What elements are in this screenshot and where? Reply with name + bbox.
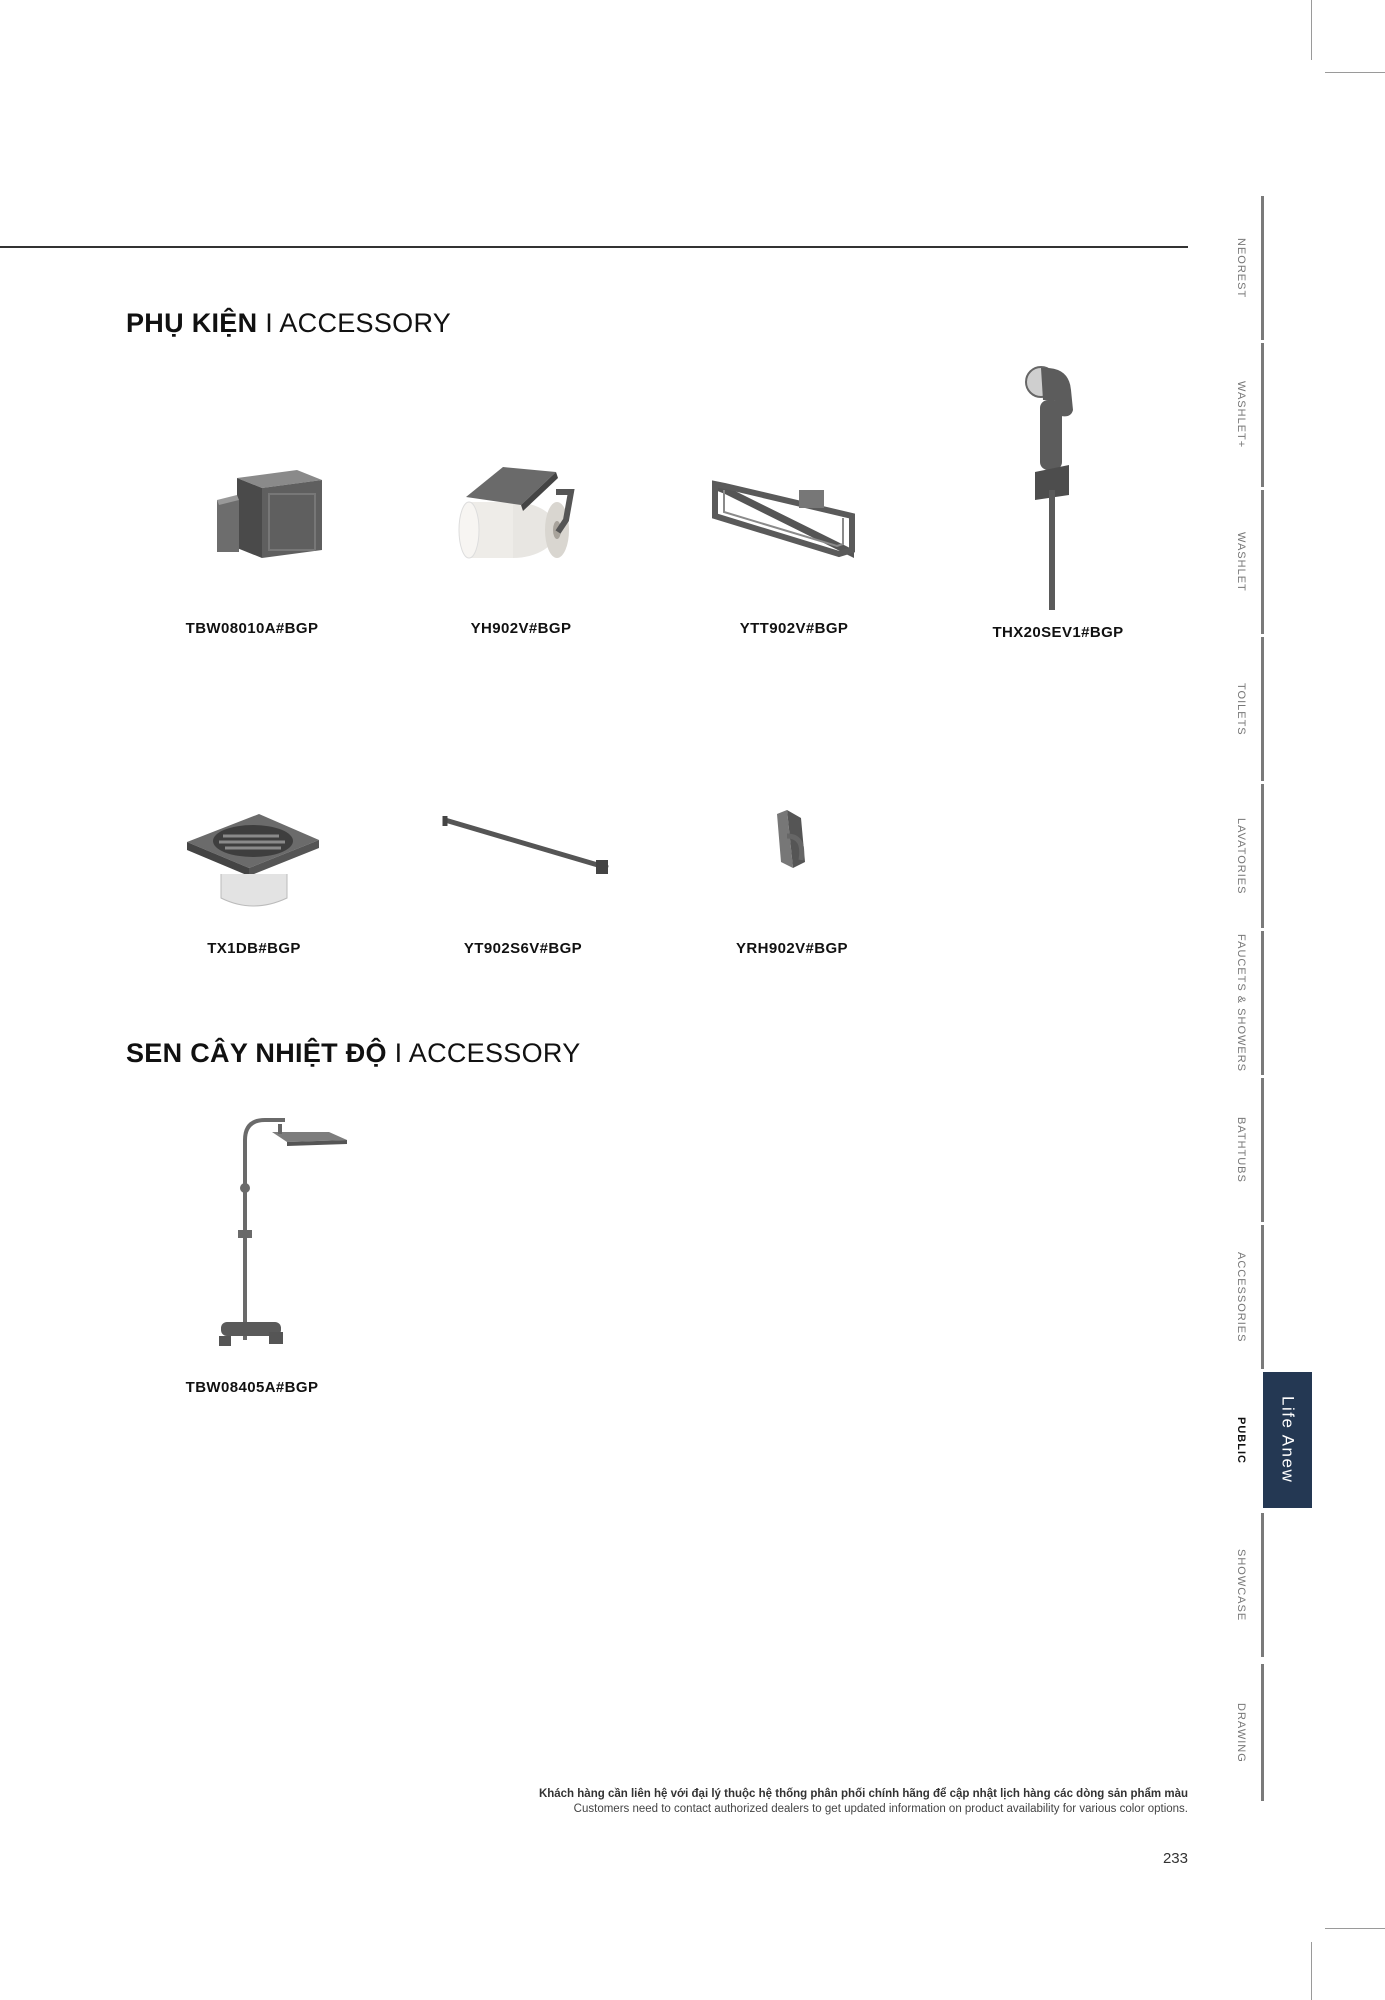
nav-item-faucets-showers[interactable] bbox=[1224, 931, 1264, 1075]
section-title-accessory: PHỤ KIỆN I ACCESSORY bbox=[126, 308, 452, 338]
product-card[interactable] bbox=[679, 420, 909, 637]
nav-bar bbox=[1261, 1225, 1264, 1369]
product-code: THX20SEV1#BGP bbox=[992, 624, 1124, 641]
nav-bar bbox=[1261, 1513, 1264, 1657]
product-card[interactable] bbox=[137, 1110, 367, 1396]
nav-label: FAUCETS & SHOWERS bbox=[1235, 933, 1247, 1073]
footnote-english: Customers need to contact authorized dealers to get updated information on product availability for various color options. bbox=[573, 1803, 1188, 1815]
availability-footnote bbox=[539, 1787, 1188, 1817]
nav-label: BATHTUBS bbox=[1235, 1117, 1247, 1183]
nav-bar bbox=[1261, 196, 1264, 340]
page-number: 233 bbox=[1162, 1850, 1188, 1867]
nav-label: TOILETS bbox=[1235, 682, 1247, 736]
nav-label: ACCESSORIES bbox=[1235, 1251, 1247, 1343]
paper-holder-icon bbox=[406, 420, 636, 620]
nav-bar bbox=[1261, 637, 1264, 781]
nav-label: SHOWCASE bbox=[1235, 1548, 1247, 1622]
product-code: YRH902V#BGP bbox=[736, 940, 848, 957]
product-card[interactable] bbox=[137, 420, 367, 637]
nav-item-toilets[interactable] bbox=[1224, 637, 1264, 781]
towel-bar-icon bbox=[408, 740, 638, 940]
hand-spray-icon bbox=[943, 360, 1173, 620]
nav-item-neorest[interactable] bbox=[1224, 196, 1264, 340]
product-code: TX1DB#BGP bbox=[207, 940, 301, 957]
product-code: TBW08010A#BGP bbox=[185, 620, 319, 637]
nav-bar bbox=[1261, 1078, 1264, 1222]
product-card[interactable] bbox=[677, 740, 907, 957]
brand-tab-label: Life Anew bbox=[1278, 1396, 1298, 1484]
nav-bar bbox=[1261, 931, 1264, 1075]
nav-label: PUBLIC bbox=[1235, 1416, 1247, 1464]
product-code: YT902S6V#BGP bbox=[463, 940, 583, 957]
nav-item-washlet-plus[interactable] bbox=[1224, 343, 1264, 487]
crop-mark bbox=[1325, 72, 1385, 73]
nav-label: WASHLET+ bbox=[1235, 381, 1247, 449]
nav-item-washlet[interactable] bbox=[1224, 490, 1264, 634]
nav-item-accessories[interactable] bbox=[1224, 1225, 1264, 1369]
floor-drain-icon bbox=[139, 740, 369, 940]
brand-tab bbox=[1263, 1372, 1312, 1508]
nav-item-showcase[interactable] bbox=[1224, 1513, 1264, 1657]
nav-label: LAVATORIES bbox=[1235, 817, 1247, 895]
nav-label: WASHLET bbox=[1235, 532, 1247, 592]
nav-bar bbox=[1261, 784, 1264, 928]
crop-mark bbox=[1311, 1942, 1312, 2000]
nav-bar bbox=[1261, 1664, 1264, 1801]
crop-mark bbox=[1311, 0, 1312, 60]
product-code: YH902V#BGP bbox=[470, 620, 572, 637]
nav-label: NEOREST bbox=[1235, 237, 1247, 299]
product-card[interactable] bbox=[943, 360, 1173, 641]
footnote-vietnamese: Khách hàng cần liên hệ với đại lý thuộc hệ thống phân phối chính hãng để cập nhật lịch hàng các dòng sản phẩm màu bbox=[538, 1788, 1188, 1800]
shower-holder-icon bbox=[137, 420, 367, 620]
nav-label: DRAWING bbox=[1235, 1702, 1247, 1763]
crop-mark bbox=[1325, 1928, 1385, 1929]
product-code: YTT902V#BGP bbox=[739, 620, 849, 637]
nav-item-bathtubs[interactable] bbox=[1224, 1078, 1264, 1222]
nav-item-lavatories[interactable] bbox=[1224, 784, 1264, 928]
robe-hook-icon bbox=[677, 740, 907, 940]
product-card[interactable] bbox=[408, 740, 638, 957]
product-card[interactable] bbox=[406, 420, 636, 637]
nav-item-drawing[interactable] bbox=[1224, 1664, 1264, 1801]
towel-ring-icon bbox=[679, 420, 909, 620]
product-card[interactable] bbox=[139, 740, 369, 957]
nav-item-public[interactable] bbox=[1224, 1372, 1264, 1508]
shower-column-icon bbox=[137, 1110, 367, 1370]
nav-bar bbox=[1261, 490, 1264, 634]
header-rule bbox=[0, 246, 1188, 248]
section-title-thermostatic-shower: SEN CÂY NHIỆT ĐỘ I ACCESSORY bbox=[126, 1038, 581, 1068]
product-code: TBW08405A#BGP bbox=[185, 1379, 319, 1396]
nav-bar bbox=[1261, 343, 1264, 487]
